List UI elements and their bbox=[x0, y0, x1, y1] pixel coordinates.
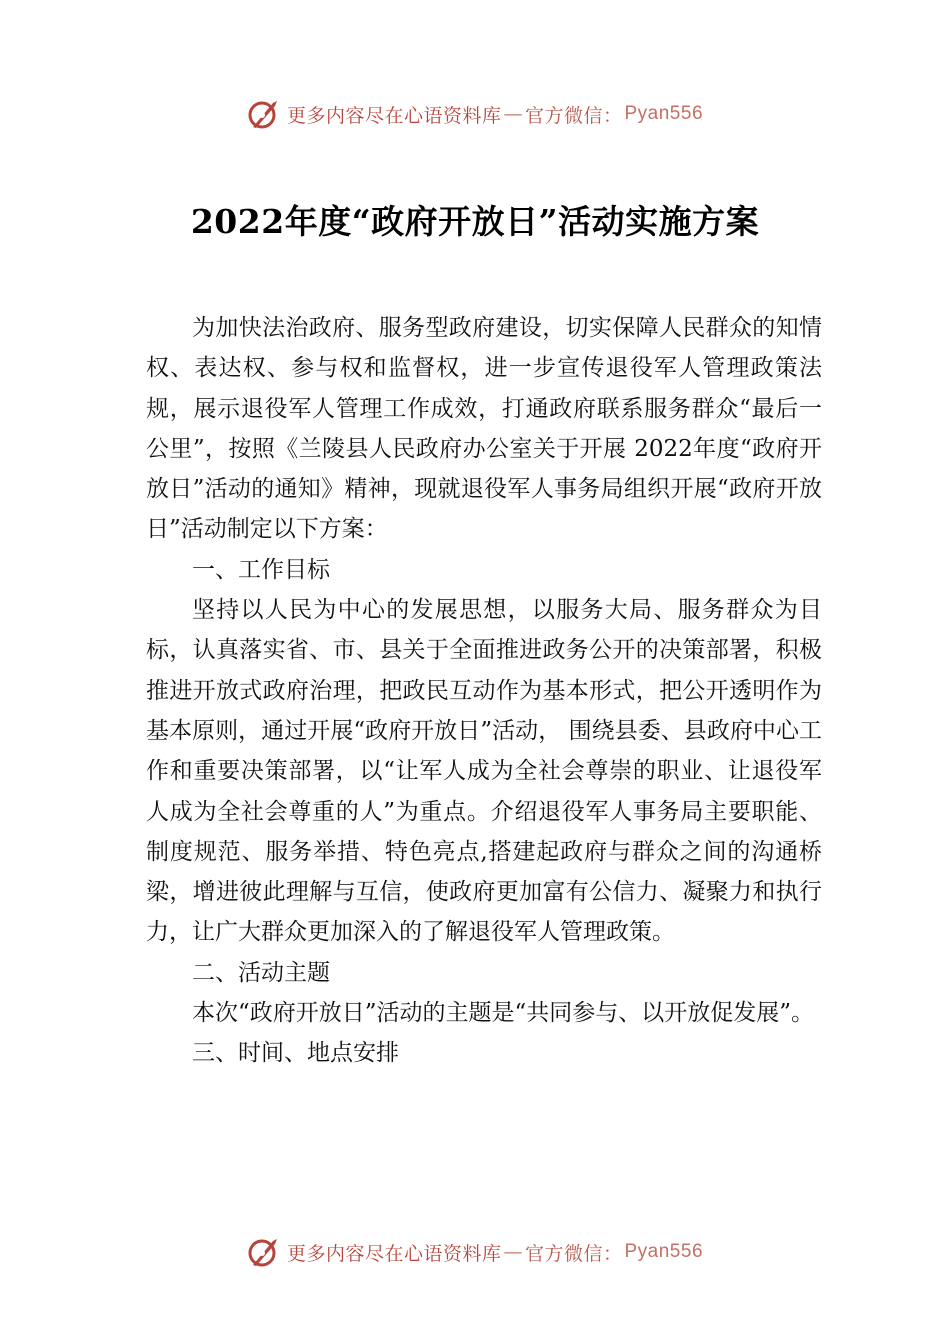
watermark-dash: — bbox=[503, 1241, 523, 1263]
watermark-wechat-label: 官方微信： bbox=[524, 1242, 623, 1265]
watermark-wechat-id: Pyan556 bbox=[624, 1241, 704, 1262]
theme-paragraph: 本次“政府开放日”活动的主题是“共同参与、以开放促发展”。 bbox=[192, 1000, 815, 1027]
document-body bbox=[146, 308, 822, 1074]
section-heading-theme: 二、活动主题 bbox=[192, 959, 330, 986]
quill-logo-icon bbox=[247, 1235, 281, 1269]
watermark-brand: 更多内容尽在心语资料库 bbox=[286, 1242, 502, 1265]
section-heading-goals: 一、工作目标 bbox=[192, 556, 330, 583]
section-heading-schedule: 三、时间、地点安排 bbox=[192, 1040, 399, 1067]
watermark-wechat-id: Pyan556 bbox=[624, 103, 704, 124]
footer-watermark bbox=[0, 1235, 950, 1269]
watermark-dash: — bbox=[503, 103, 523, 125]
goals-paragraph: 坚持以人民为中心的发展思想，以服务大局、服务群众为目标，认真落实省、市、县关于全面推进政务公开的决策部署，积极推进开放式政府治理，把政民互动作为基本形式，把公开透明作为基本原则，通过开展“政府开放日”活动， 围绕县委、县政府中心工作和重要决策部署，以“让军人成为全社会尊崇的职业、让退役军人成为全社会尊重的人”为重点。介绍退役军人事务局主要职能、制度规范、服务举措、特色亮点,搭建起政府与群众之间的沟通桥梁，增进彼此理解与互信，使政府更加富有公信力、凝聚力和执行力，让广大群众更加深入的了解退役军人管理政策。 bbox=[146, 597, 822, 946]
intro-paragraph: 为加快法治政府、服务型政府建设，切实保障人民群众的知情权、表达权、参与权和监督权，进一步宣传退役军人管理政策法规，展示退役军人管理工作成效，打通政府联系服务群众“最后一公里”，按照《兰陵县人民政府办公室关于开展 2022年度“政府开放日”活动的通知》精神，现就退役军人事务局组织开展“政府开放日”活动制定以下方案： bbox=[146, 315, 822, 543]
document-title: 2022年度“政府开放日”活动实施方案 bbox=[190, 202, 760, 241]
quill-logo-icon bbox=[247, 97, 281, 131]
header-watermark bbox=[0, 97, 950, 131]
watermark-wechat-label: 官方微信： bbox=[524, 104, 623, 127]
watermark-brand: 更多内容尽在心语资料库 bbox=[286, 104, 502, 127]
